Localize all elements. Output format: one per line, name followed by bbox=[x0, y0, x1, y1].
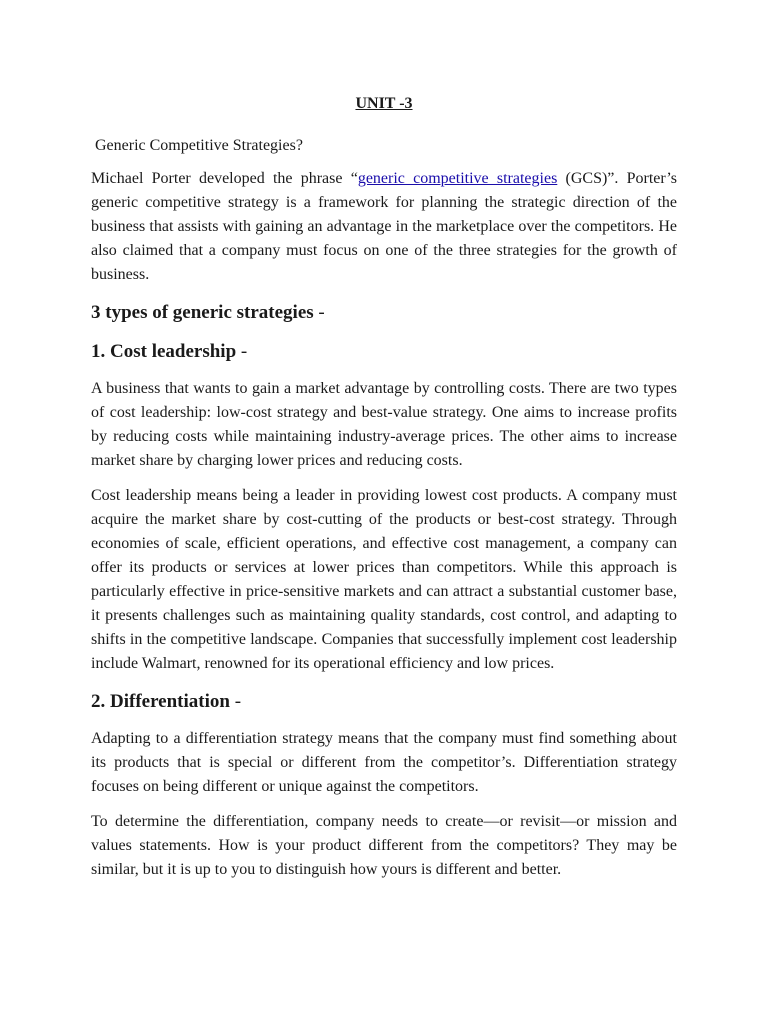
types-heading-dash: - bbox=[313, 302, 325, 323]
intro-text-end: (GCS)”. Porter’s generic competitive strategy is a framework for planning the strategic direction of the business that assists with gaining an advantage in the marketplace over the competitors. He also claimed that a company must focus on one of the three strategies for the growth of business. bbox=[91, 170, 677, 283]
differentiation-heading bbox=[91, 689, 677, 715]
document-subtitle: Generic Competitive Strategies? bbox=[95, 137, 303, 154]
intro-paragraph bbox=[91, 167, 677, 287]
cost-leadership-paragraph-1: A business that wants to gain a market advantage by controlling costs. There are two types of cost leadership: low-cost strategy and best-value strategy. One aims to increase profits by reducing costs while maintaining industry-average prices. The other aims to increase market share by charging lower prices and reducing costs. bbox=[91, 380, 677, 469]
gcs-link[interactable]: generic competitive strategies bbox=[357, 170, 558, 187]
differentiation-paragraph-1: Adapting to a differentiation strategy means that the company must find something about its products that is special or different from the competitor’s. Differentiation strategy focuses on being different or unique against the competitors. bbox=[91, 730, 677, 795]
cost-leadership-heading-dash: - bbox=[236, 341, 248, 362]
differentiation-paragraph-2: To determine the differentiation, company needs to create—or revisit—or mission and values statements. How is your product different from the competitors? They may be similar, but it is up to you to distinguish how yours is different and better. bbox=[91, 813, 677, 878]
differentiation-heading-text: 2. Differentiation bbox=[91, 691, 230, 712]
types-heading bbox=[91, 300, 677, 326]
cost-leadership-paragraph-2: Cost leadership means being a leader in providing lowest cost products. A company must acquire the market share by cost-cutting of the products or best-cost strategy. Through economies of scale, efficient operations, and effective cost management, a company can offer its products or services at lower prices than competitors. While this approach is particularly effective in price-sensitive markets and can attract a substantial customer base, it presents challenges such as maintaining quality standards, cost control, and adapting to shifts in the competitive landscape. Companies that successfully implement cost leadership include Walmart, renowned for its operational efficiency and low prices. bbox=[91, 487, 677, 672]
cost-leadership-heading-text: 1. Cost leadership bbox=[91, 341, 237, 362]
cost-leadership-heading bbox=[91, 339, 677, 365]
unit-title: UNIT -3 bbox=[355, 95, 413, 112]
types-heading-text: 3 types of generic strategies bbox=[91, 302, 314, 323]
intro-text-start: Michael Porter developed the phrase “ bbox=[91, 170, 358, 187]
differentiation-heading-dash: - bbox=[229, 691, 242, 712]
